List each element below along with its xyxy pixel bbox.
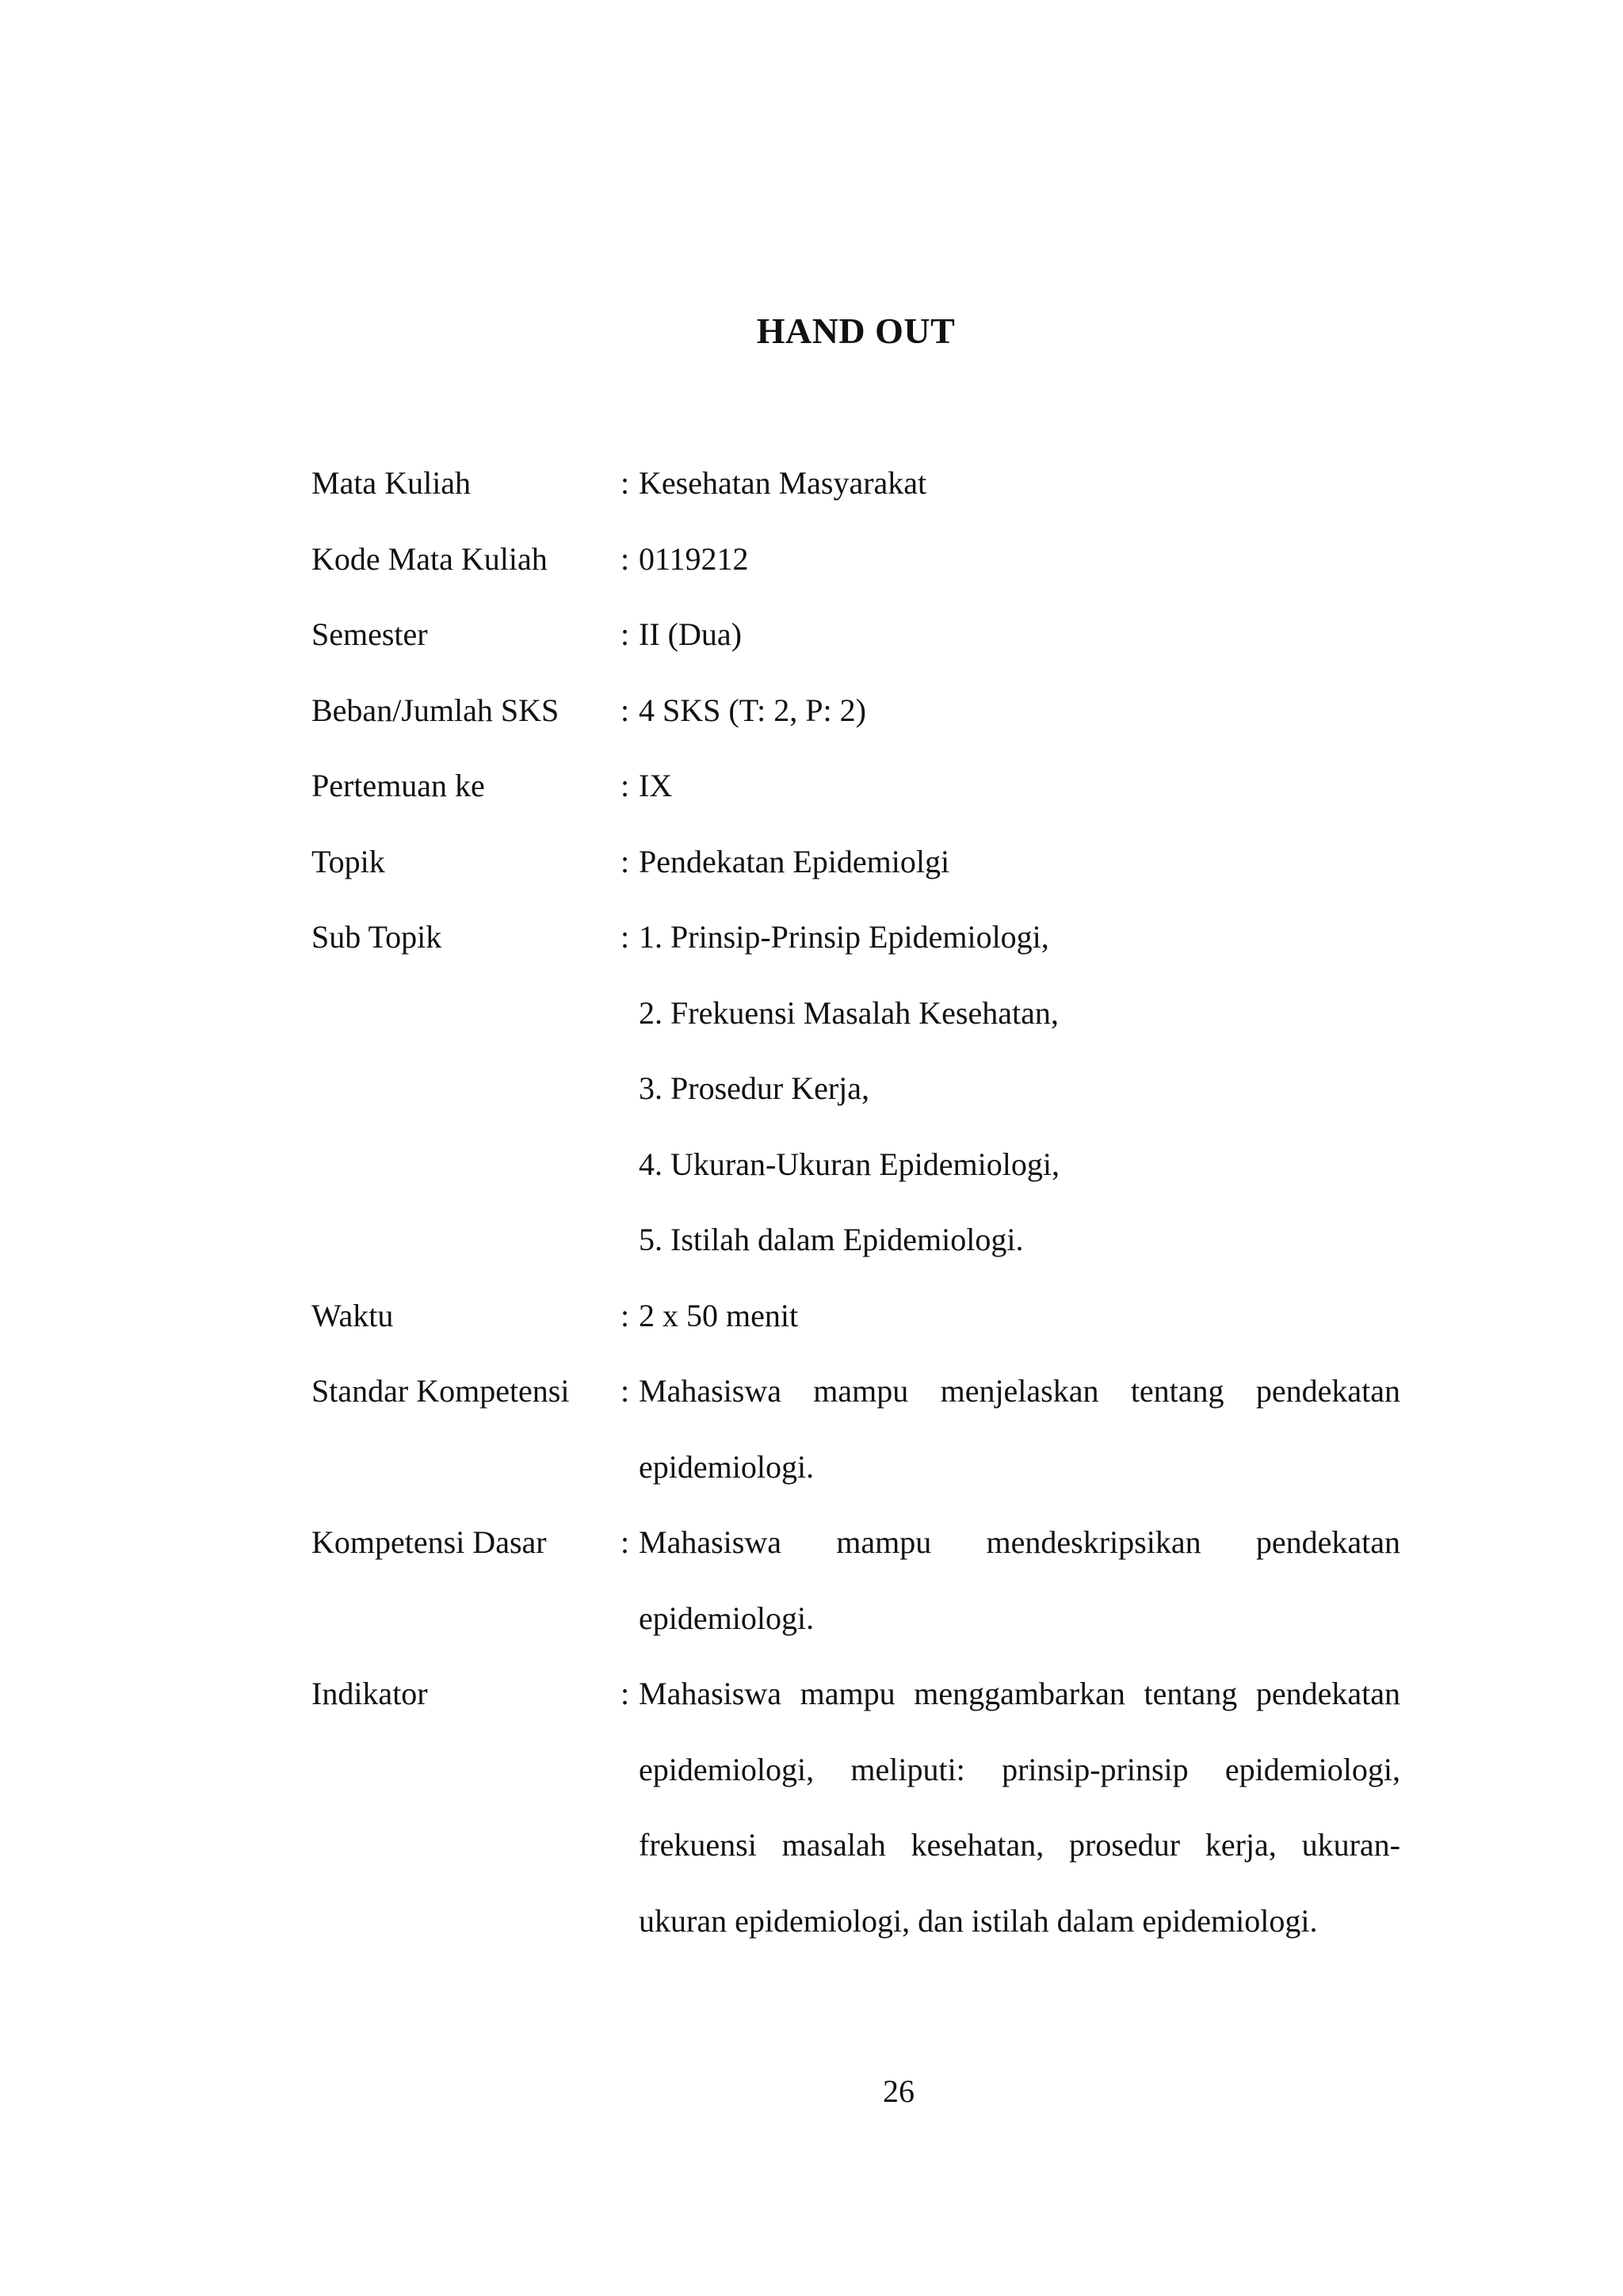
label-topik: Topik	[311, 843, 385, 879]
label-pertemuan: Pertemuan ke	[311, 768, 485, 803]
list-item: 2. Frekuensi Masalah Kesehatan,	[639, 994, 1059, 1031]
value-beban-sks: 4 SKS (T: 2, P: 2)	[639, 692, 866, 728]
row-standar-kompetensi	[311, 1353, 1400, 1505]
label-semester: Semester	[311, 616, 428, 652]
value-mata-kuliah: Kesehatan Masyarakat	[639, 465, 927, 501]
label-beban-sks: Beban/Jumlah SKS	[311, 692, 559, 728]
value-waktu: 2 x 50 menit	[639, 1297, 799, 1333]
colon: :	[621, 465, 630, 501]
row-beban-sks	[311, 673, 1400, 749]
list-item: 4. Ukuran-Ukuran Epidemiologi,	[639, 1146, 1060, 1182]
colon: :	[621, 540, 630, 577]
row-pertemuan	[311, 748, 1400, 824]
colon: :	[621, 616, 630, 652]
colon: :	[621, 1373, 630, 1409]
label-kompetensi-dasar: Kompetensi Dasar	[311, 1524, 547, 1560]
value-kompetensi-dasar: Mahasiswa mampu mendeskripsikan pendekatan epidemiologi.	[639, 1524, 1400, 1636]
row-kode-mata-kuliah	[311, 521, 1400, 597]
colon: :	[621, 768, 630, 803]
value-kode-mata-kuliah: 0119212	[639, 540, 749, 577]
sub-topik-list	[639, 899, 1400, 1278]
value-standar-kompetensi: Mahasiswa mampu menjelaskan tentang pendekatan epidemiologi.	[639, 1373, 1400, 1485]
row-kompetensi-dasar	[311, 1505, 1400, 1656]
label-kode-mata-kuliah: Kode Mata Kuliah	[311, 540, 548, 577]
colon: :	[621, 1676, 630, 1711]
value-pertemuan: IX	[639, 768, 673, 803]
row-waktu	[311, 1278, 1400, 1354]
label-mata-kuliah: Mata Kuliah	[311, 465, 472, 501]
label-sub-topik: Sub Topik	[311, 919, 442, 955]
list-item: 1. Prinsip-Prinsip Epidemiologi,	[639, 919, 1049, 955]
colon: :	[621, 843, 630, 879]
row-sub-topik	[311, 899, 1400, 1278]
row-mata-kuliah	[311, 445, 1400, 521]
value-semester: II (Dua)	[639, 616, 742, 652]
row-topik	[311, 824, 1400, 900]
value-indikator: Mahasiswa mampu menggambarkan tentang pendekatan epidemiologi, meliputi: prinsip-prinsip epidemiologi, frekuensi masalah kesehatan, prosedur kerja, ukuran-ukuran epidemiologi, dan istilah dalam epidemiologi.	[639, 1676, 1400, 1939]
row-semester	[311, 597, 1400, 673]
label-waktu: Waktu	[311, 1297, 394, 1333]
list-item: 3. Prosedur Kerja,	[639, 1070, 870, 1106]
course-info-table	[311, 445, 1400, 1958]
label-standar-kompetensi: Standar Kompetensi	[311, 1373, 570, 1409]
colon: :	[621, 919, 630, 955]
label-indikator: Indikator	[311, 1676, 428, 1711]
colon: :	[621, 1297, 630, 1333]
colon: :	[621, 692, 630, 728]
value-sub-topik	[639, 899, 1400, 1278]
list-item: 5. Istilah dalam Epidemiologi.	[639, 1222, 1024, 1257]
row-indikator	[311, 1656, 1400, 1958]
page-number: 26	[883, 2073, 915, 2109]
colon: :	[621, 1524, 630, 1560]
page-title: HAND OUT	[756, 311, 956, 351]
value-topik: Pendekatan Epidemiolgi	[639, 843, 950, 879]
